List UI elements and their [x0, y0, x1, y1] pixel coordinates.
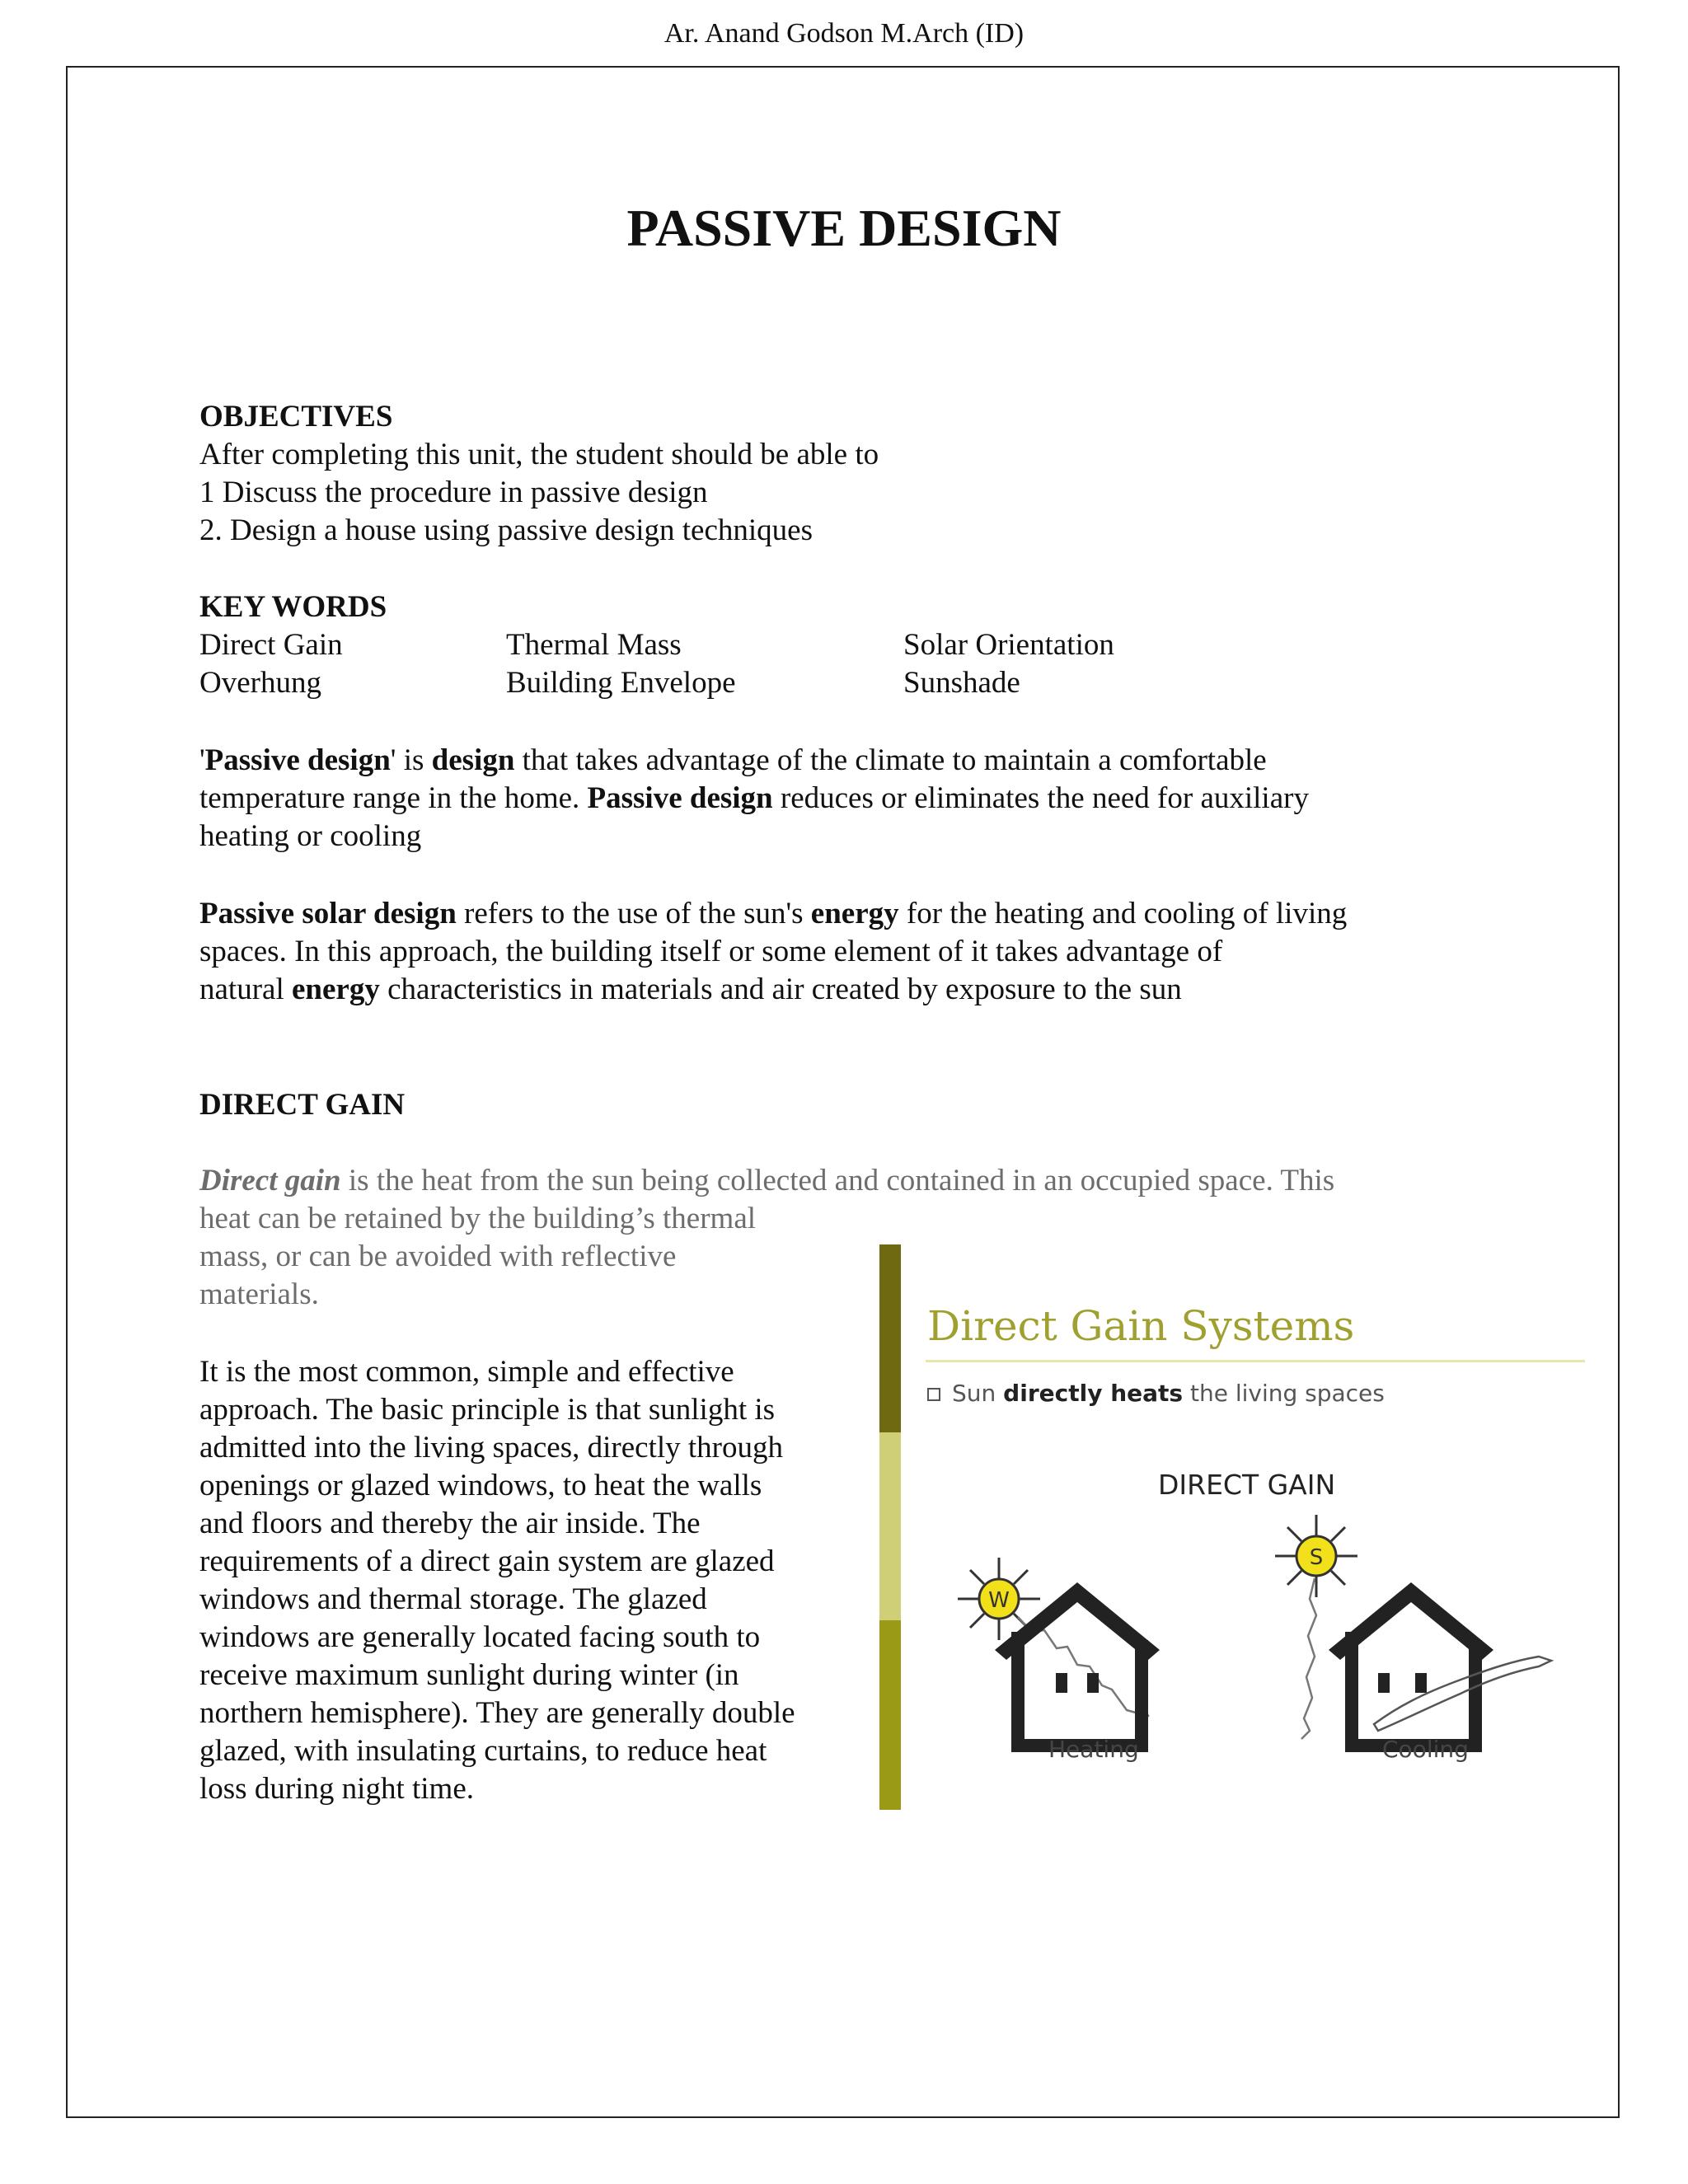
paragraph-line — [199, 1162, 1617, 1200]
bullet-text: Sun — [952, 1380, 1004, 1407]
bold-term: Passive solar design — [199, 897, 457, 930]
direct-gain-figure — [879, 1244, 1597, 1810]
paragraph-line: loss during night time. — [199, 1772, 474, 1806]
bold-term: energy — [291, 972, 380, 1006]
paragraph-line: glazed, with insulating curtains, to reduce heat — [199, 1734, 767, 1768]
paragraph-line: heating or cooling — [199, 819, 422, 853]
keywords-row — [199, 626, 1436, 664]
keyword: Overhung — [199, 666, 321, 700]
bold-term: Passive design — [587, 781, 773, 815]
paragraph-line: requirements of a direct gain system are glazed — [199, 1544, 775, 1578]
objectives-heading: OBJECTIVES — [199, 400, 393, 434]
objectives-line: 2. Design a house using passive design techniques — [199, 513, 813, 547]
bold-term: energy — [810, 897, 899, 930]
direct-gain-body — [199, 1353, 867, 1808]
paragraph-line: northern hemisphere). They are generally double — [199, 1696, 795, 1730]
keyword: Building Envelope — [506, 666, 736, 700]
bullet-text: the living spaces — [1183, 1380, 1385, 1407]
paragraph-line: admitted into the living spaces, directly through — [199, 1431, 783, 1465]
keywords-row — [199, 664, 1436, 702]
keyword: Direct Gain — [199, 628, 343, 662]
paragraph-line: approach. The basic principle is that sunlight is — [199, 1393, 776, 1427]
body-text: is the heat from the sun being collected and contained in an occupied space. This — [340, 1164, 1335, 1197]
paragraph-line — [199, 971, 1617, 1009]
paragraph-line: heat can be retained by the building’s thermal — [199, 1202, 757, 1235]
page-title: PASSIVE DESIGN — [626, 199, 1062, 257]
body-text: reduces or eliminates the need for auxiliary — [772, 781, 1309, 815]
bold-term: Passive design — [204, 743, 391, 777]
sun-summer-icon — [1275, 1515, 1357, 1597]
paragraph-line: windows and thermal storage. The glazed — [199, 1582, 707, 1616]
bullet-bold-text: directly heats — [1003, 1380, 1184, 1407]
figure-title: Direct Gain Systems — [927, 1302, 1355, 1350]
paragraph-line: windows are generally located facing south to — [199, 1620, 761, 1654]
body-text: for the heating and cooling of living — [898, 897, 1348, 930]
sunlight-ray — [1301, 1578, 1316, 1739]
keywords-section — [199, 588, 1436, 702]
bold-term: design — [431, 743, 515, 777]
paragraph-line: spaces. In this approach, the building itself or some element of it takes advantage of — [199, 935, 1223, 968]
airflow-arrow — [1374, 1657, 1551, 1731]
paragraph-line — [199, 895, 1617, 933]
body-text: ' is — [390, 743, 432, 777]
body-text: characteristics in materials and air created by exposure to the sun — [379, 972, 1182, 1006]
body-text: that takes advantage of the climate to maintain a comfortable — [514, 743, 1267, 777]
body-text: natural — [199, 972, 292, 1006]
objectives-line: 1 Discuss the procedure in passive design — [199, 476, 708, 509]
page-header: Ar. Anand Godson M.Arch (ID) — [663, 18, 1025, 49]
paragraph-line — [199, 780, 1601, 818]
sun-letter: S — [1309, 1545, 1324, 1570]
paragraph-line — [199, 742, 1601, 780]
paragraph-line: mass, or can be avoided with reflective — [199, 1240, 677, 1273]
paragraph-line: materials. — [199, 1277, 319, 1311]
keywords-heading: KEY WORDS — [199, 590, 387, 624]
sun-letter: W — [988, 1588, 1010, 1613]
house-cooling-icon — [1329, 1582, 1493, 1752]
keyword: Thermal Mass — [506, 628, 682, 662]
paragraph-line: and floors and thereby the air inside. The — [199, 1507, 701, 1540]
direct-gain-heading: DIRECT GAIN — [199, 1088, 406, 1122]
emphasis-term: Direct gain — [199, 1164, 341, 1197]
body-text: refers to the use of the sun's — [456, 897, 811, 930]
body-text: temperature range in the home. — [199, 781, 588, 815]
passive-design-paragraph — [199, 742, 1601, 855]
keyword: Solar Orientation — [903, 628, 1114, 662]
passive-solar-paragraph — [199, 895, 1617, 1009]
objectives-section — [199, 398, 879, 550]
paragraph-line: receive maximum sunlight during winter (in — [199, 1658, 739, 1692]
objectives-line: After completing this unit, the student should be able to — [199, 438, 879, 471]
figure-subtitle: DIRECT GAIN — [1158, 1469, 1336, 1501]
paragraph-line: openings or glazed windows, to heat the walls — [199, 1469, 762, 1502]
cooling-label: Cooling — [1382, 1736, 1469, 1763]
heating-label: Heating — [1048, 1736, 1139, 1763]
quote-text: ' — [199, 743, 205, 777]
paragraph-line: It is the most common, simple and effective — [199, 1355, 734, 1389]
house-heating-icon — [995, 1582, 1160, 1752]
direct-gain-diagram — [879, 1244, 1597, 1810]
keyword: Sunshade — [903, 666, 1020, 700]
